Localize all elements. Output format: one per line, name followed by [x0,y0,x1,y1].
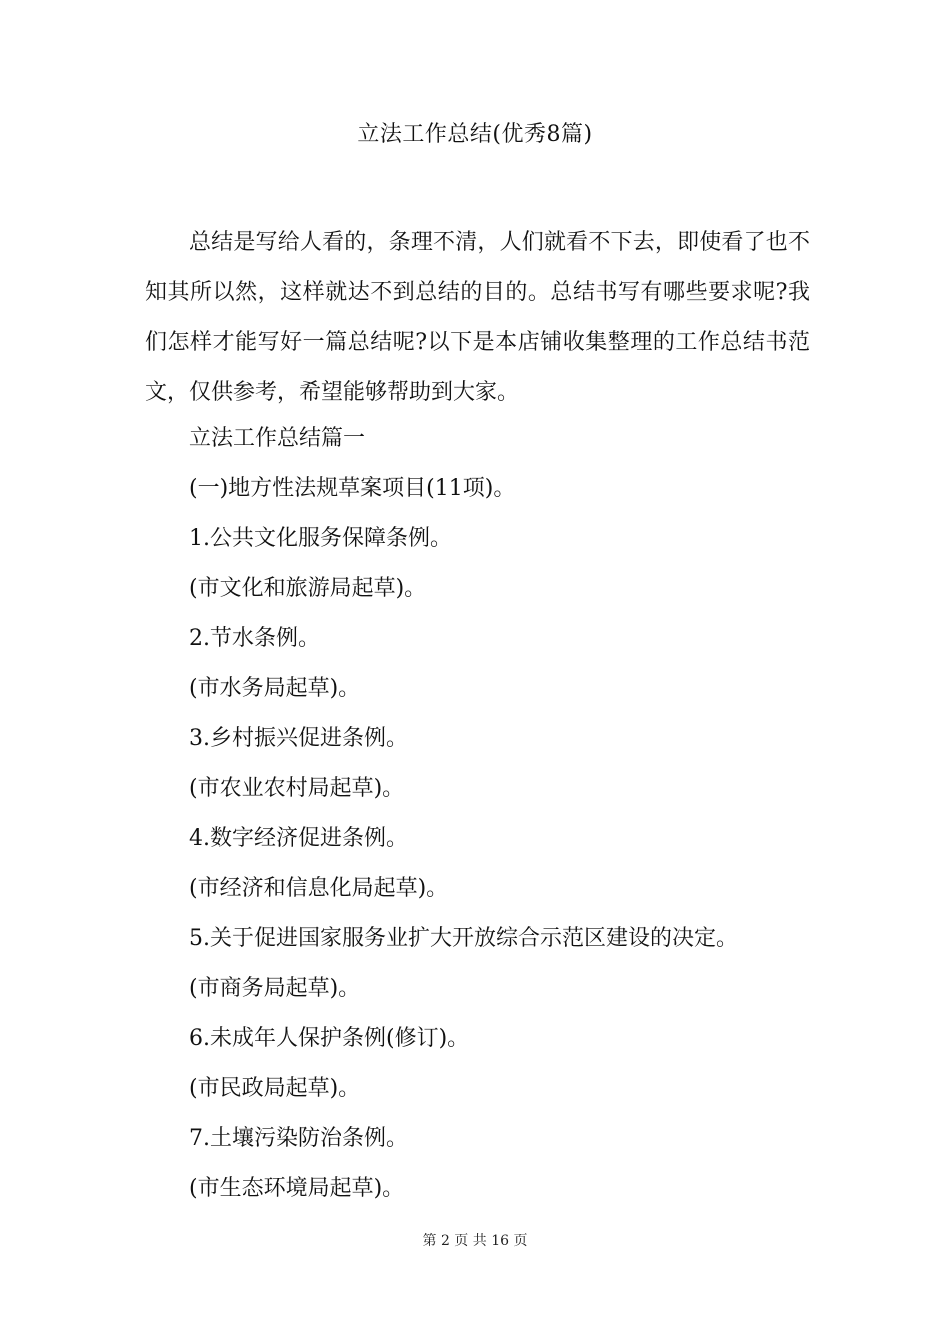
list-item-note: (市农业农村局起草)。 [189,776,405,801]
list-item: 2.节水条例。 [189,626,320,651]
list-item-note: (市水务局起草)。 [189,676,361,701]
list-item: 6.未成年人保护条例(修订)。 [189,1026,470,1051]
list-item-note: (市经济和信息化局起草)。 [189,876,449,901]
list-item-note: (市商务局起草)。 [189,976,361,1001]
category-heading: (一)地方性法规草案项目(11项)。 [189,476,516,501]
intro-paragraph: 总结是写给人看的，条理不清，人们就看不下去，即使看了也不知其所以然，这样就达不到总结的目的。总结书写有哪些要求呢?我们怎样才能写好一篇总结呢?以下是本店铺收集整理的工作总结书范文，仅供参考，希望能够帮助到大家。 [145,230,810,405]
list-item: 7.土壤污染防治条例。 [189,1126,408,1151]
content-lines [189,414,809,1214]
page-footer: 第 2 页 共 16 页 [422,1233,528,1249]
document-title: 立法工作总结(优秀8篇) [357,122,593,147]
list-item-note: (市民政局起草)。 [189,1076,361,1101]
list-item: 5.关于促进国家服务业扩大开放综合示范区建设的决定。 [189,926,738,951]
list-item-note: (市生态环境局起草)。 [189,1176,405,1201]
list-item: 1.公共文化服务保障条例。 [189,526,452,551]
section-heading: 立法工作总结篇一 [189,426,366,451]
list-item: 4.数字经济促进条例。 [189,826,408,851]
list-item: 3.乡村振兴促进条例。 [189,726,408,751]
list-item-note: (市文化和旅游局起草)。 [189,576,427,601]
